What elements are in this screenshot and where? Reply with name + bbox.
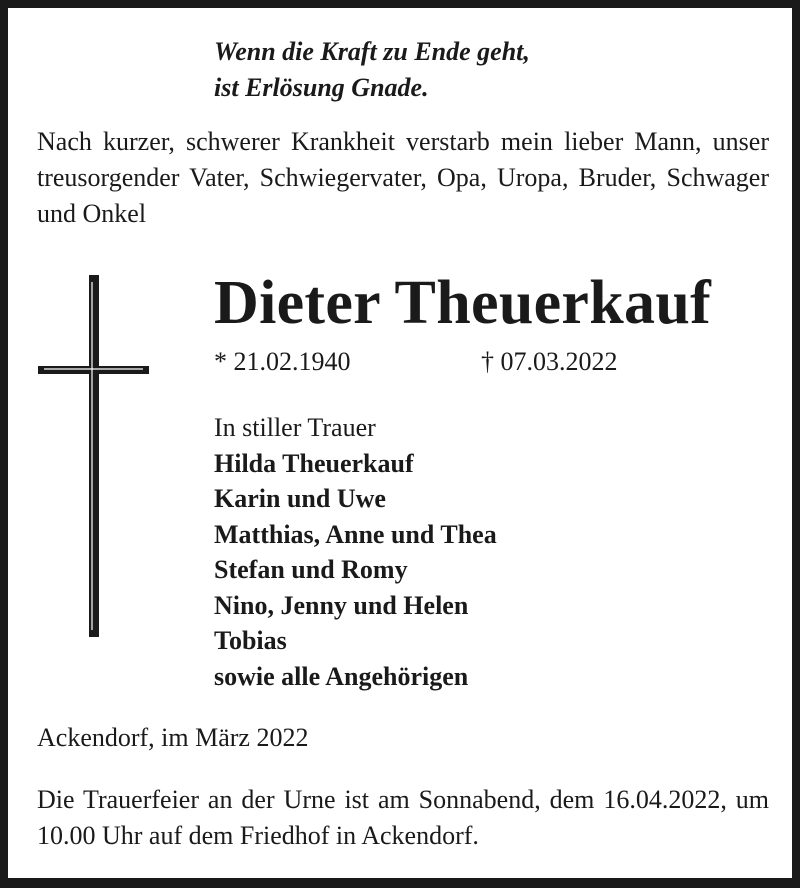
motto-line-2: ist Erlösung Gnade. (214, 73, 429, 102)
mourner-name: Matthias, Anne und Thea (214, 519, 497, 549)
motto (214, 34, 530, 106)
mourner-name: Stefan und Romy (214, 555, 408, 584)
mourners-heading: In stiller Trauer (214, 413, 376, 442)
intro-text: Nach kurzer, schwerer Krankheit verstarb mein lieber Mann, unser treusorgender Vater, Schwiegervater, Opa, Uropa, Bruder, Schwager und Onkel (37, 127, 769, 228)
obituary-card (8, 8, 792, 878)
funeral-service-info: Die Trauerfeier an der Urne ist am Sonnabend, dem 16.04.2022, um 10.00 Uhr auf dem Friedhof in Ackendorf. (37, 785, 769, 850)
mourner-name: Nino, Jenny und Helen (214, 590, 469, 620)
motto-line-1: Wenn die Kraft zu Ende geht, (214, 37, 530, 66)
deceased-name: Dieter Theuerkauf (214, 269, 712, 337)
mourner-name: Tobias (214, 626, 287, 655)
birth-date: * 21.02.1940 (214, 347, 351, 376)
death-date: † 07.03.2022 (481, 347, 618, 376)
mourner-name: Hilda Theuerkauf (214, 448, 414, 478)
cross-icon (8, 8, 208, 668)
place-and-date: Ackendorf, im März 2022 (37, 723, 309, 752)
mourners-block (214, 410, 497, 694)
mourner-name: Karin und Uwe (214, 484, 386, 513)
mourner-name: sowie alle Angehörigen (214, 661, 469, 691)
